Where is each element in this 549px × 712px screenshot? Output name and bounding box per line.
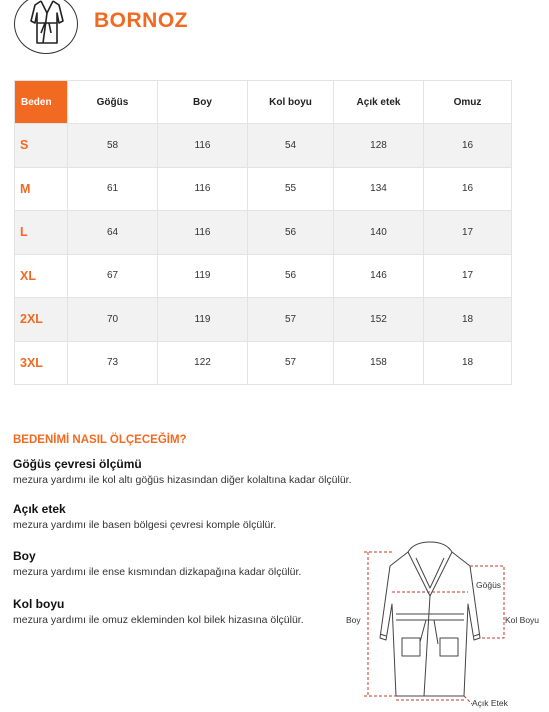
- kol-boyu-label: Kol Boyu: [505, 615, 540, 625]
- table-cell: 70: [68, 298, 158, 342]
- table-cell: 152: [334, 298, 424, 342]
- page-title: BORNOZ: [94, 9, 188, 32]
- table-cell: 17: [424, 254, 512, 298]
- table-cell: 16: [424, 124, 512, 168]
- table-row: [15, 254, 512, 298]
- guide-section-boy: [13, 549, 301, 578]
- section-heading: Göğüs çevresi ölçümü: [13, 457, 142, 471]
- section-text: mezura yardımı ile basen bölgesi çevresi komple ölçülür.: [13, 519, 277, 531]
- table-cell: 116: [158, 167, 248, 211]
- table-cell: 64: [68, 211, 158, 255]
- size-cell: XL: [15, 254, 68, 298]
- size-cell: S: [15, 124, 68, 168]
- table-cell: 54: [248, 124, 334, 168]
- table-cell: 146: [334, 254, 424, 298]
- table-cell: 116: [158, 211, 248, 255]
- acik-etek-label: Açık Etek: [472, 698, 508, 708]
- table-cell: 57: [248, 341, 334, 385]
- section-text: mezura yardımı ile omuz ekleminden kol bilek hizasına ölçülür.: [13, 614, 304, 626]
- section-heading: Kol boyu: [13, 597, 65, 611]
- size-cell: 2XL: [15, 298, 68, 342]
- table-cell: 18: [424, 298, 512, 342]
- table-cell: 16: [424, 167, 512, 211]
- size-cell: 3XL: [15, 341, 68, 385]
- section-heading: Açık etek: [13, 502, 66, 516]
- table-cell: 56: [248, 211, 334, 255]
- column-header: Omuz: [424, 81, 512, 124]
- section-text: mezura yardımı ile ense kısmından dizkapağına kadar ölçülür.: [13, 566, 302, 578]
- table-cell: 116: [158, 124, 248, 168]
- table-row: [15, 211, 512, 255]
- table-row: [15, 124, 512, 168]
- column-header: Göğüs: [68, 81, 158, 124]
- table-row: [15, 298, 512, 342]
- gogus-label: Göğüs: [476, 580, 502, 590]
- table-cell: 119: [158, 254, 248, 298]
- size-cell: L: [15, 211, 68, 255]
- column-header: Açık etek: [334, 81, 424, 124]
- size-table: [14, 80, 512, 385]
- table-cell: 128: [334, 124, 424, 168]
- guide-section-kol-boyu: [13, 597, 304, 626]
- measurement-figure: [340, 538, 545, 707]
- guide-section-acik-etek: [13, 502, 276, 531]
- table-row: [15, 341, 512, 385]
- table-cell: 18: [424, 341, 512, 385]
- section-heading: Boy: [13, 549, 36, 563]
- table-cell: 158: [334, 341, 424, 385]
- guide-section-gogus: [13, 457, 352, 486]
- table-cell: 57: [248, 298, 334, 342]
- table-row: [15, 167, 512, 211]
- table-cell: 17: [424, 211, 512, 255]
- boy-label: Boy: [346, 615, 361, 625]
- table-cell: 67: [68, 254, 158, 298]
- table-cell: 61: [68, 167, 158, 211]
- table-cell: 122: [158, 341, 248, 385]
- table-cell: 56: [248, 254, 334, 298]
- column-header: Beden: [15, 81, 68, 124]
- column-header: Boy: [158, 81, 248, 124]
- size-cell: M: [15, 167, 68, 211]
- section-text: mezura yardımı ile kol altı göğüs hizasından diğer kolaltına kadar ölçülür.: [13, 474, 352, 486]
- table-cell: 119: [158, 298, 248, 342]
- logo: [14, 0, 78, 54]
- bathrobe-icon: [29, 0, 65, 45]
- table-header-row: [15, 81, 512, 124]
- table-cell: 73: [68, 341, 158, 385]
- table-cell: 58: [68, 124, 158, 168]
- column-header: Kol boyu: [248, 81, 334, 124]
- guide-title: BEDENİMİ NASIL ÖLÇECEĞİM?: [13, 434, 187, 446]
- table-cell: 140: [334, 211, 424, 255]
- table-cell: 55: [248, 167, 334, 211]
- table-cell: 134: [334, 167, 424, 211]
